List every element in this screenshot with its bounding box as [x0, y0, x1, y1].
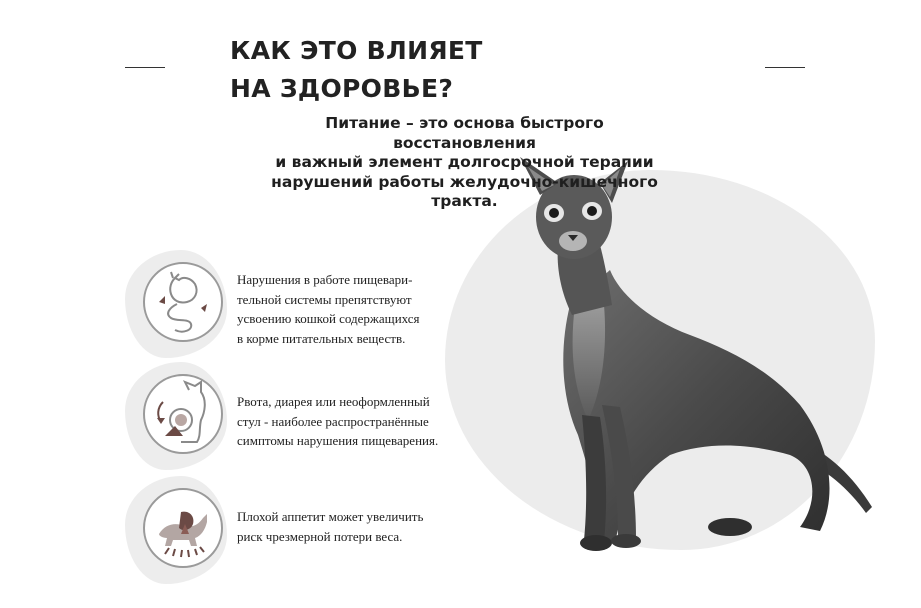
digestive-system-icon — [143, 262, 223, 342]
page-title-line-1: КАК ЭТО ВЛИЯЕТ — [230, 36, 483, 65]
heading-rule-right — [765, 67, 805, 68]
page-title-line-2: НА ЗДОРОВЬЕ? — [230, 74, 454, 103]
info-line: стул - наиболее распространённые — [237, 413, 429, 429]
icon-frame — [125, 250, 230, 355]
info-line: Рвота, диарея или неоформленный — [237, 394, 430, 409]
info-line: тельной системы препятствуют — [237, 291, 412, 307]
cat-weight-loss-icon — [143, 488, 223, 568]
info-text-digestion — [237, 270, 420, 348]
info-line: в корме питательных веществ. — [237, 330, 406, 346]
info-line: Плохой аппетит может увеличить — [237, 509, 424, 524]
info-line: усвоению кошкой содержащихся — [237, 311, 420, 327]
page-title — [230, 32, 483, 108]
intro-line-3: нарушений работы желудочно-кишечного — [271, 172, 658, 191]
sick-cat-icon — [143, 374, 223, 454]
info-text-symptoms — [237, 392, 438, 451]
info-text-weight-loss — [237, 507, 423, 546]
intro-line-1: Питание – это основа быстрого восстановления — [325, 114, 604, 152]
heading-rule-left — [125, 67, 165, 68]
info-line: риск чрезмерной потери веса. — [237, 528, 403, 544]
icon-frame — [125, 362, 230, 467]
intro-line-2: и важный элемент долгосрочной терапии — [275, 153, 654, 171]
info-line: Нарушения в работе пищевари- — [237, 272, 413, 287]
intro-line-4: тракта. — [431, 192, 498, 210]
icon-frame — [125, 476, 230, 581]
intro-text — [262, 114, 667, 212]
info-line: симптомы нарушения пищеварения. — [237, 433, 439, 449]
cat-photo — [500, 155, 875, 560]
